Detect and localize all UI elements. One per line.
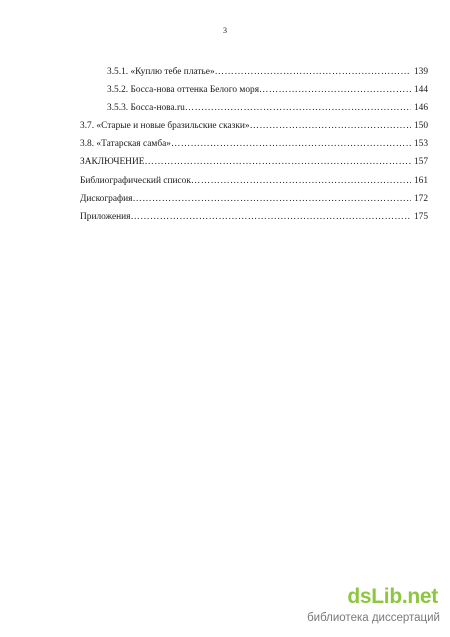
- toc-entry-page: 139: [413, 67, 428, 77]
- toc-dot-leader: [171, 135, 411, 153]
- toc-entry-page: 172: [413, 193, 428, 204]
- toc-dot-leader: [132, 190, 411, 208]
- toc-entry-title: 3.5.1. «Куплю тебе платье»: [107, 67, 215, 77]
- toc-entry-page: 175: [413, 211, 428, 222]
- toc-entry[interactable]: [80, 135, 428, 153]
- toc-entry-title: 3.5.3. Босса-нова.ru: [107, 103, 185, 114]
- toc-entry-title: ЗАКЛЮЧЕНИЕ: [80, 157, 145, 168]
- toc-entry-page: 161: [413, 175, 428, 186]
- toc-entry[interactable]: [80, 63, 428, 81]
- toc-entry-title: 3.7. «Старые и новые бразильские сказки»: [80, 121, 250, 132]
- table-of-contents: [80, 63, 428, 226]
- toc-dot-leader: [185, 99, 411, 117]
- dslib-logo[interactable]: [338, 586, 438, 608]
- toc-entry[interactable]: [80, 99, 428, 117]
- logo-text: dsLib.net: [347, 585, 438, 608]
- toc-entry[interactable]: [80, 208, 428, 226]
- toc-entry[interactable]: [80, 81, 428, 99]
- toc-entry[interactable]: [80, 153, 428, 171]
- toc-entry[interactable]: [80, 172, 428, 190]
- toc-dot-leader: [191, 172, 411, 190]
- toc-entry-title: Дискография: [80, 193, 133, 204]
- toc-dot-leader: [130, 208, 410, 226]
- toc-entry-page: 144: [413, 85, 428, 96]
- toc-entry-page: 157: [413, 157, 428, 168]
- toc-entry-title: 3.5.2. Босса-нова оттенка Белого моря: [107, 85, 259, 96]
- toc-entry[interactable]: [80, 117, 428, 135]
- toc-entry-page: 153: [413, 139, 428, 150]
- toc-dot-leader: [259, 81, 411, 99]
- toc-entry-title: Библиографический список: [80, 175, 191, 186]
- toc-dot-leader: [215, 63, 411, 81]
- toc-entry-title: Приложения: [80, 211, 131, 222]
- toc-dot-leader: [250, 117, 411, 135]
- page-number: 3: [223, 26, 227, 35]
- toc-dot-leader: [144, 153, 410, 171]
- toc-entry[interactable]: [80, 190, 428, 208]
- toc-entry-page: 150: [413, 121, 428, 132]
- logo-subtitle: библиотека диссертаций: [307, 612, 440, 624]
- toc-entry-title: 3.8. «Татарская самба»: [80, 139, 171, 150]
- toc-entry-page: 146: [413, 103, 428, 114]
